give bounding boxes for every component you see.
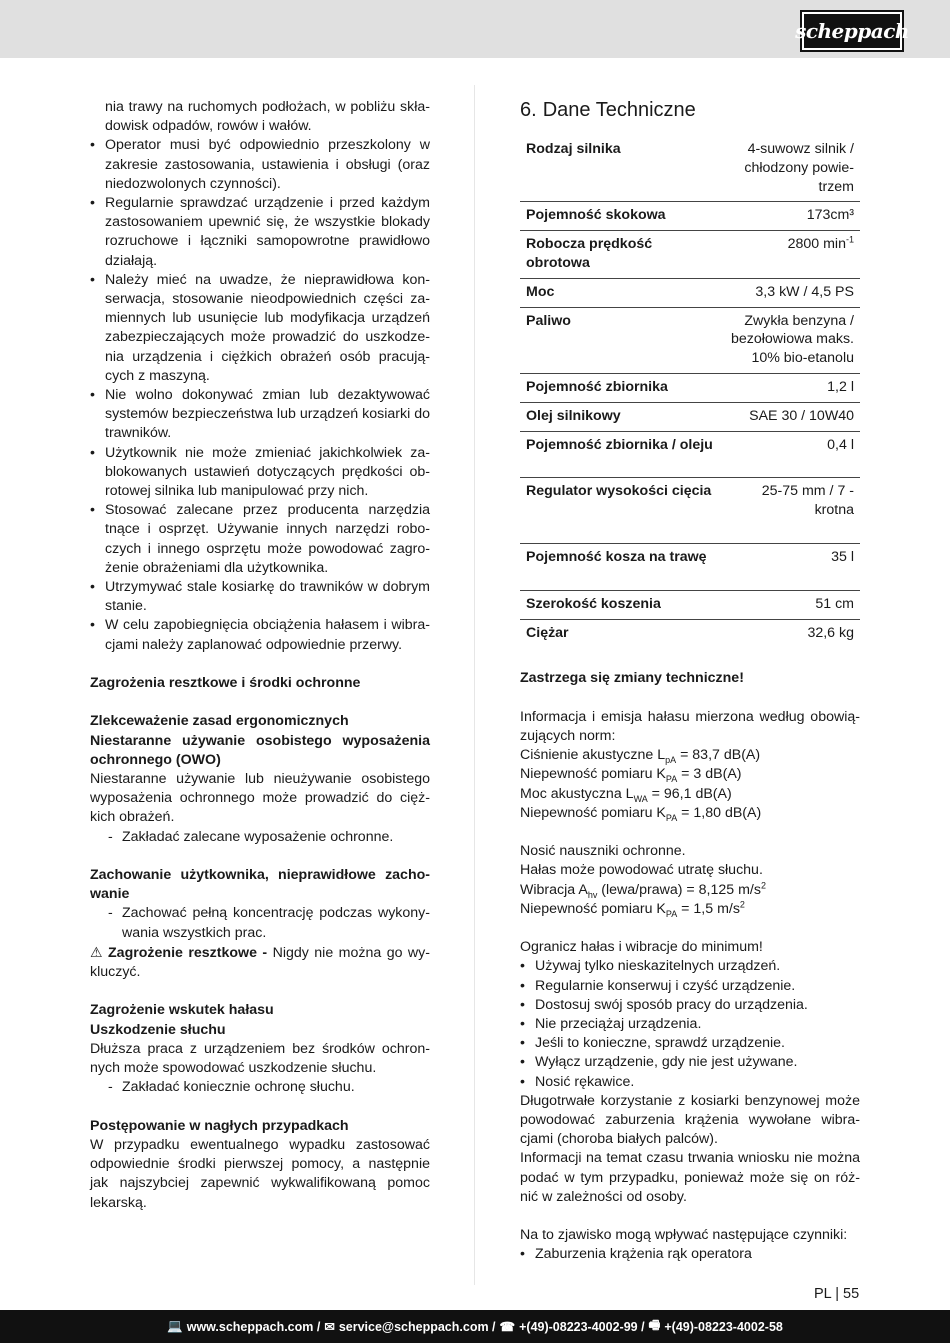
hearing-damage-text: Dłuższa praca z urządzeniem bez środków ochron-nych może spowodować uszkodzenie słuchu. — [90, 1040, 430, 1077]
column-divider — [474, 85, 475, 1285]
left-column — [90, 98, 430, 1213]
email-link[interactable]: service@scheppach.com / — [338, 1319, 496, 1334]
residual-risk-text: Nigdy nie można go wy-kluczyć. — [90, 944, 430, 981]
ergonomics-heading: Zlekceważenie zasad ergonomicznych — [90, 713, 349, 730]
logo-text: scheppach — [795, 19, 909, 43]
right-column — [520, 98, 860, 1265]
duration-info-text: Informacji na temat czasu trwania wniosku nie można podać w tym przypadku, ponieważ może się on róż-nić w zależności od osoby. — [520, 1150, 860, 1205]
spec-value: 2800 $\min^{-1}$ — [722, 231, 860, 279]
spec-key: Pojemność skokowa — [520, 202, 722, 231]
list-item: • Dostosuj swój sposób pracy do urządzenia. — [520, 996, 860, 1015]
list-item: • Używaj tylko nieskazitelnych urządzeń. — [520, 957, 860, 976]
ppe-heading: Niestaranne używanie osobistego wyposażenia ochronnego (OWO) — [90, 732, 430, 768]
noise-hazard-heading: Zagrożenie wskutek hałasu — [90, 1002, 274, 1019]
noise-value: Niepewność pomiaru $K_{PA} = 1,80$ dB(A) — [520, 804, 762, 823]
spec-key: Pojemność zbiornika / oleju — [520, 431, 722, 459]
warning-triangle-icon: ⚠ — [90, 943, 103, 960]
residual-risk-label: Zagrożenie resztkowe - — [108, 944, 268, 961]
spec-value: 32,6 kg — [722, 619, 860, 647]
table-row — [520, 590, 860, 619]
spec-value: 35 l — [722, 543, 860, 571]
spec-value: 173cm³ — [722, 202, 860, 231]
list-item: • Regularnie sprawdzać urządzenie i przed każdym zastosowaniem upewnić się, że wszystkie blokady rozruchowe i łączniki samopowrotne prawidłowo działają. — [90, 194, 430, 271]
spec-key: Olej silnikowy — [520, 402, 722, 431]
list-item: • Utrzymywać stale kosiarkę do trawników w dobrym stanie. — [90, 578, 430, 616]
list-item: • Nie przeciążaj urządzenia. — [520, 1015, 860, 1034]
top-bar — [0, 0, 950, 58]
hearing-loss-note: Hałas może powodować utratę słuchu. — [520, 862, 763, 879]
noise-value: Niepewność pomiaru $K_{PA} = 3$ dB(A) — [520, 766, 742, 785]
website-link[interactable]: www.scheppach.com / — [186, 1319, 321, 1334]
list-item: • Regularnie konserwuj i czyść urządzenie. — [520, 977, 860, 996]
table-row — [520, 307, 860, 373]
spec-key: Szerokość koszenia — [520, 590, 722, 619]
list-item: • Wyłącz urządzenie, gdy nie jest używane. — [520, 1053, 860, 1072]
technical-changes-note: Zastrzega się zmiany techniczne! — [520, 670, 744, 687]
footer-bar — [0, 1310, 950, 1343]
scheppach-logo — [795, 10, 909, 52]
list-item: • Stosować zalecane przez producenta narzędzia tnące i osprzęt. Używanie innych narzędzi robo-czych i innego osprzętu może powodować zagro-żenie obrażeniami dla użytkownika. — [90, 501, 430, 578]
hearing-damage-heading: Uszkodzenie słuchu — [90, 1021, 226, 1038]
spec-key: Ciężar — [520, 619, 722, 647]
spec-value: 3,3 kW / 4,5 PS — [722, 278, 860, 307]
table-row — [520, 478, 860, 525]
spec-value: SAE 30 / 10W40 — [722, 402, 860, 431]
section-title — [520, 98, 860, 122]
table-row — [520, 278, 860, 307]
table-row — [520, 373, 860, 402]
spec-value: 25-75 mm / 7 - krotna — [722, 478, 860, 525]
computer-icon: 💻 — [167, 1319, 183, 1333]
noise-intro: Informacja i emisja hałasu mierzona według obowią-zujących norm: — [520, 708, 860, 744]
vibration-value: Wibracja $A_{hv}$ (lewa/prawa) = 8,125 $m/s^2$ — [520, 879, 766, 900]
ear-protection-note: Nosić nauszniki ochronne. — [520, 843, 686, 860]
table-row — [520, 431, 860, 459]
residual-risk-note — [90, 943, 430, 982]
list-item: • Operator musi być odpowiednio przeszkolony w zakresie zastosowania, ustawienia i obsługi (oraz niedozwolonych czynności). — [90, 136, 430, 194]
intro-continuation: nia trawy na ruchomych podłożach, w pobliżu skła-dowisk odpadów, rowów i wałów. — [105, 99, 430, 135]
list-item: • Należy mieć na uwadze, że nieprawidłowa kon-serwacja, stosowanie nieodpowiednich części za-miennych lub usunięcie lub modyfikacja urządzeń zabezpieczających może prowadzić do uszkodze-nia urządzenia i ciężkich obrażeń osób pracują-cych z maszyną. — [90, 271, 430, 386]
list-item: • W celu zapobiegnięcia obciążenia hałasem i wibra-cjami należy zaplanować odpowiednie przerwy. — [90, 616, 430, 654]
phone-icon: ☎ — [499, 1320, 516, 1334]
ppe-text: Niestaranne używanie lub nieużywanie osobistego wyposażenia ochronnego może prowadzić do cięż-kich obrażeń. — [90, 771, 430, 826]
spec-key: Moc — [520, 278, 722, 307]
table-row — [520, 543, 860, 571]
spec-key: Regulator wysokości cięcia — [520, 478, 722, 525]
factors-intro: Na to zjawisko mogą wpływać następujące czynniki: — [520, 1227, 848, 1244]
section-title-text: Dane Techniczne — [542, 99, 696, 121]
table-row — [520, 402, 860, 431]
spec-key: Pojemność kosza na trawę — [520, 543, 722, 571]
spec-value: 4-suwowz silnik / chłodzony powie-trzem — [744, 141, 854, 195]
table-row — [520, 202, 860, 231]
table-row — [520, 619, 860, 647]
behaviour-heading: Zachowanie użytkownika, nieprawidłowe zacho-wanie — [90, 867, 430, 903]
spec-key: Rodzaj silnika — [526, 141, 621, 157]
table-row — [520, 231, 860, 279]
noise-value: Moc akustyczna $L_{WA} = 96,1$ dB(A) — [520, 785, 732, 804]
noise-value: Ciśnienie akustyczne $L_{pA} = 83,7$ dB(A) — [520, 747, 761, 765]
spec-value: 51 cm — [722, 590, 860, 619]
list-item: • Nie wolno dokonywać zmian lub dezaktywować systemów bezpieczeństwa lub urządzeń kosiarki do trawników. — [90, 386, 430, 444]
spec-table — [520, 136, 860, 647]
list-item: • Zaburzenia krążenia rąk operatora — [520, 1245, 860, 1264]
mail-icon: ✉ — [324, 1320, 335, 1334]
residual-risks-heading: Zagrożenia resztkowe i środki ochronne — [90, 675, 361, 692]
table-row — [520, 136, 860, 202]
long-use-text: Długotrwałe korzystanie z kosiarki benzynowej może powodować zaburzenia krążenia wywołane wibra-cjami (choroba białych palców). — [520, 1092, 860, 1148]
limit-note: Ogranicz hałas i wibracje do minimum! — [520, 939, 763, 956]
fax-number: +(49)-08223-4002-58 — [664, 1319, 783, 1334]
section-number: 6. — [520, 99, 537, 121]
spec-value: 0,4 l — [722, 431, 860, 459]
phone-number: +(49)-08223-4002-99 / — [519, 1319, 645, 1334]
vibration-uncertainty: Niepewność pomiaru $K_{PA} = 1,5$ $m/s^2$ — [520, 899, 745, 919]
emergency-heading: Postępowanie w nagłych przypadkach — [90, 1117, 349, 1134]
list-item: • Nosić rękawice. — [520, 1073, 860, 1092]
spec-value: 1,2 l — [722, 373, 860, 402]
list-item: • Jeśli to konieczne, sprawdź urządzenie. — [520, 1034, 860, 1053]
spec-key: Pojemność zbiornika — [520, 373, 722, 402]
emergency-text: W przypadku ewentualnego wypadku zastosować odpowiednie środki pierwszej pomocy, a następnie jak najszybciej zapewnić wykwalifikowaną pomoc lekarską. — [90, 1136, 430, 1211]
spec-key: Paliwo — [520, 307, 722, 373]
fax-icon: 🖷 — [648, 1318, 661, 1332]
list-item: • Użytkownik nie może zmieniać jakichkolwiek za-blokowanych ustawień dotyczących prędkości ob-rotowej silnika lub manipulować przy nich. — [90, 444, 430, 502]
spec-key: Robocza prędkość obrotowa — [520, 231, 722, 279]
spec-value: Zwykła benzyna / bezołowiowa maks. 10% bio-etanolu — [722, 307, 860, 373]
behaviour-instruction: - Zachować pełną koncentrację podczas wykony-wania wszystkich prac. — [90, 904, 430, 942]
hearing-instruction: - Zakładać koniecznie ochronę słuchu. — [90, 1078, 430, 1097]
ppe-instruction: - Zakładać zalecane wyposażenie ochronne. — [90, 828, 430, 847]
page-number: PL | 55 — [814, 1286, 860, 1302]
